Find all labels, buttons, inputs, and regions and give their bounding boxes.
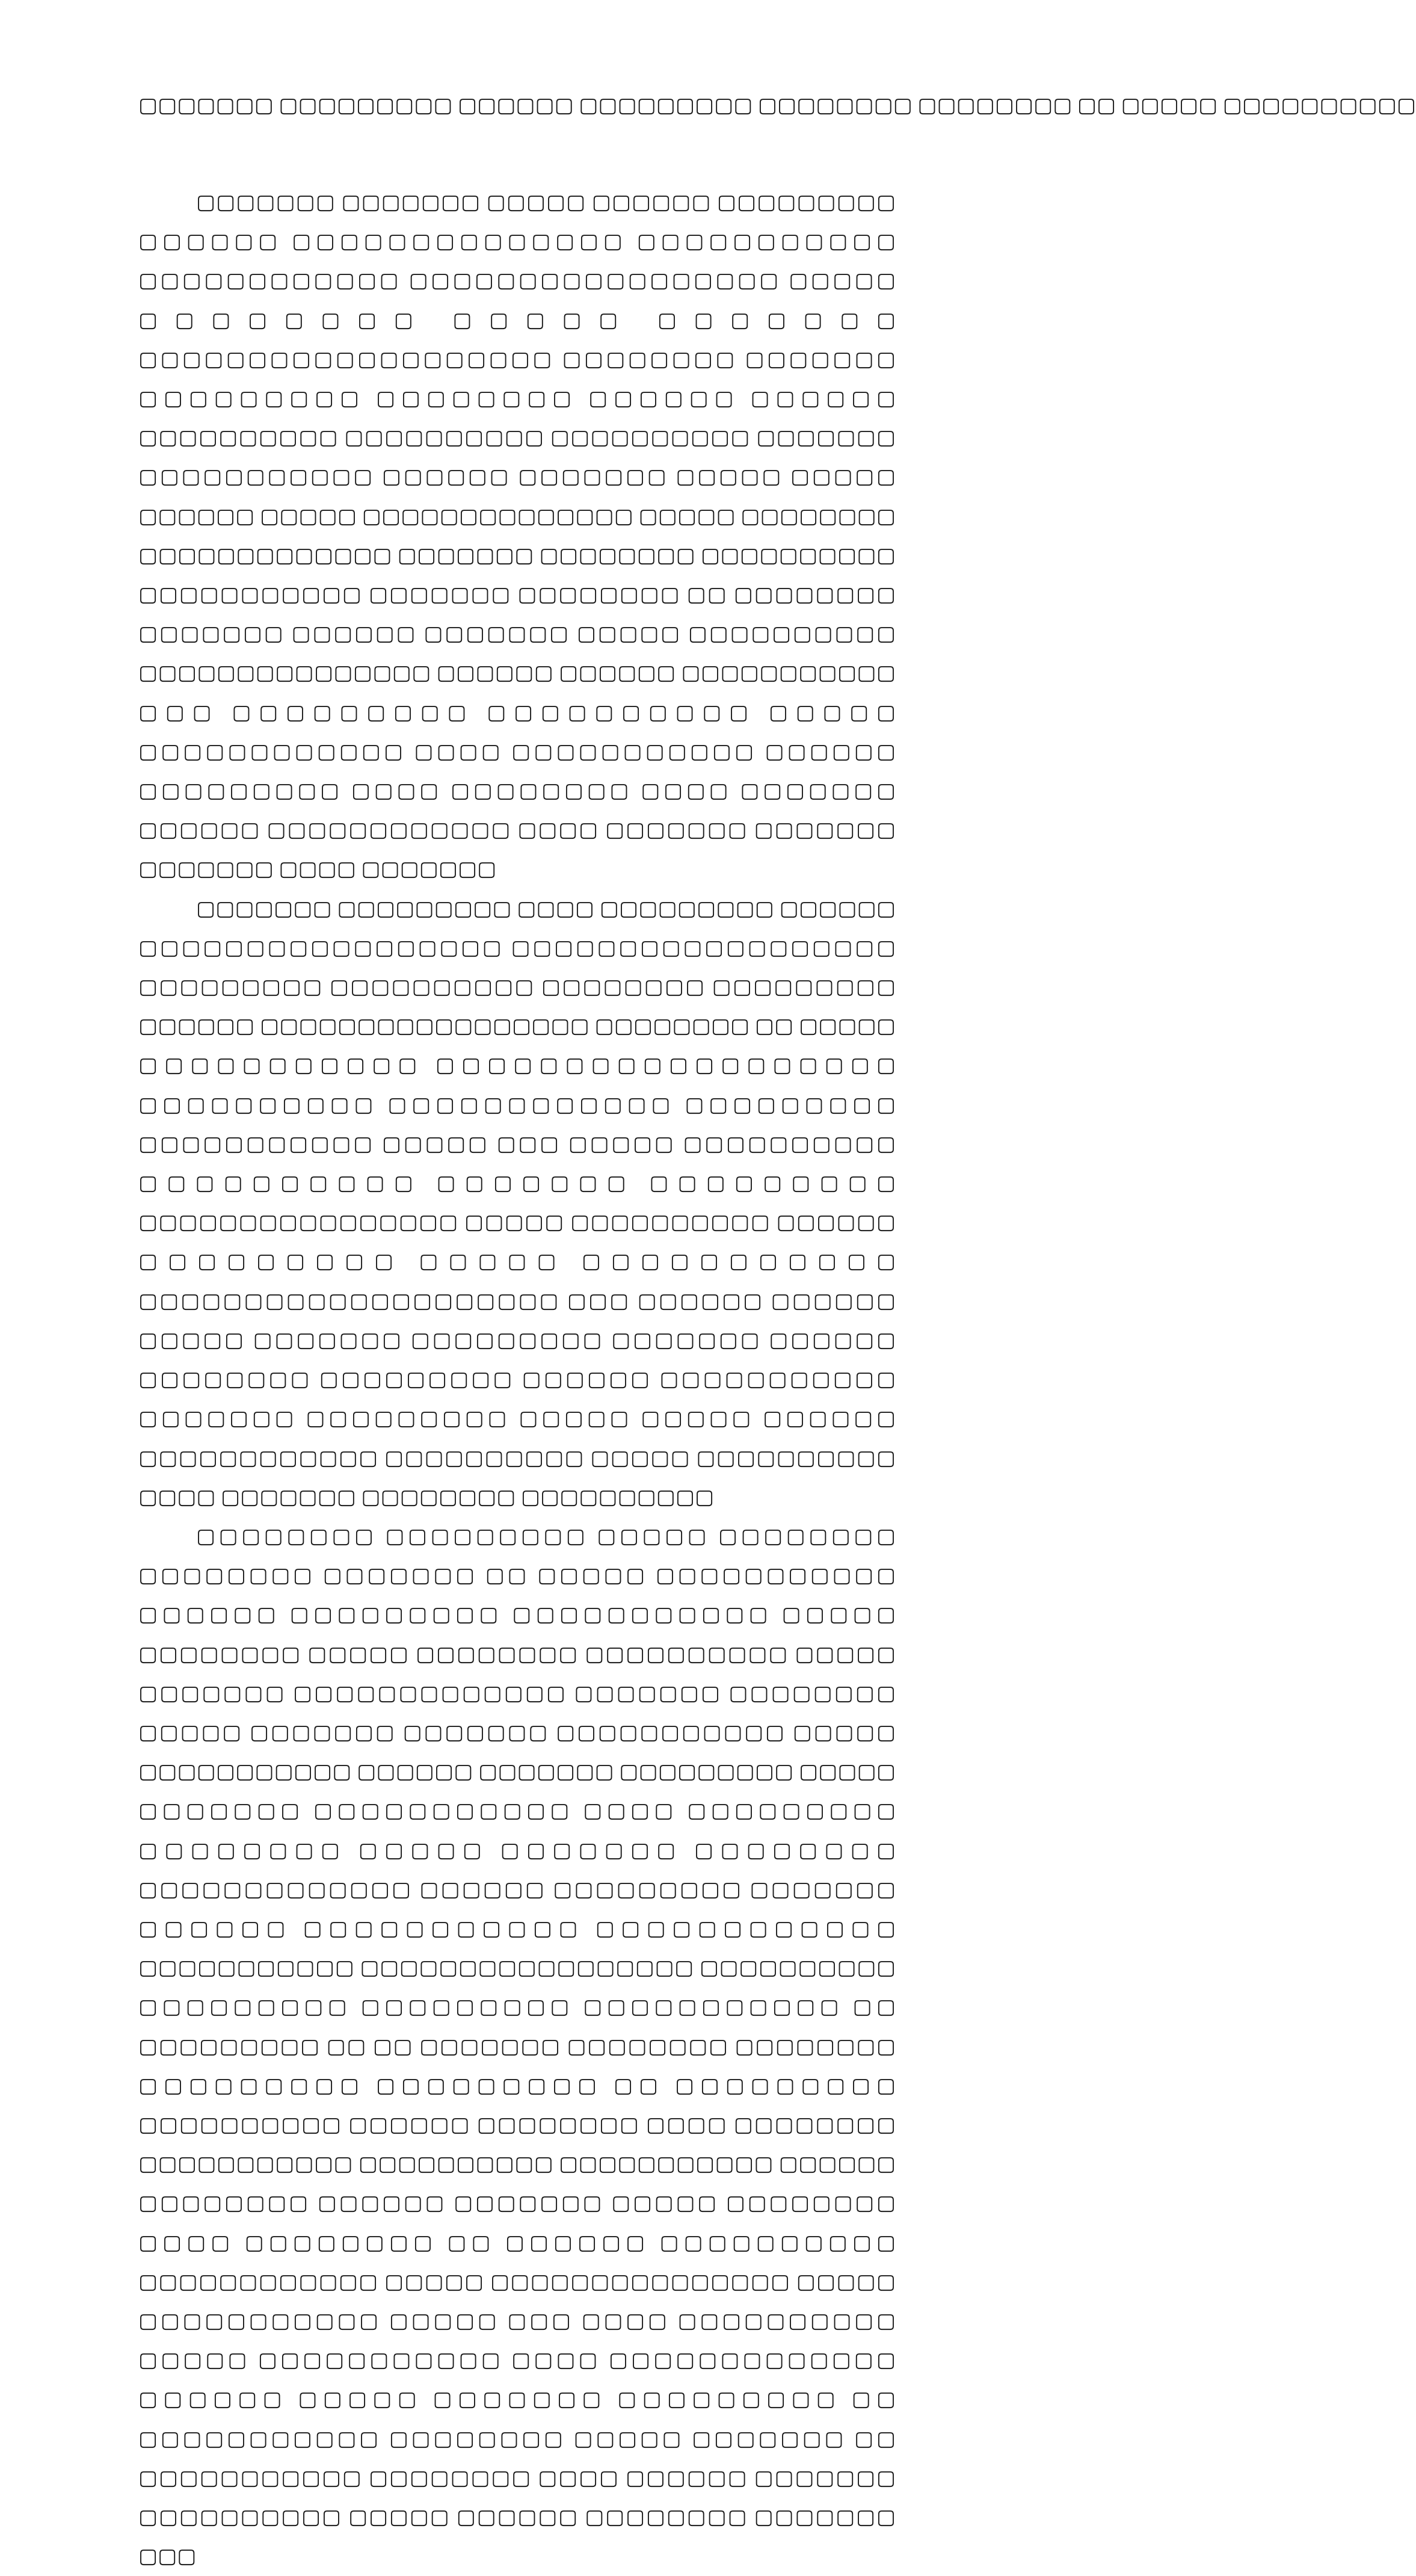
- document-body: [138, 183, 896, 2576]
- paragraph-intro: [138, 183, 896, 889]
- paragraph-3: [138, 1517, 896, 2576]
- document-title: ▢▢▢▢▢▢▢ ▢▢▢▢▢▢▢▢▢ ▢▢▢▢▢▢ ▢▢▢▢▢▢▢▢▢ ▢▢▢▢▢▢▢▢ ▢▢▢▢▢▢▢▢ ▢▢ ▢▢▢▢▢ ▢▢▢▢▢▢▢▢▢▢: [138, 94, 1416, 117]
- paragraph-3-text: ▢▢▢▢▢▢▢▢ ▢▢▢▢▢▢▢▢▢ ▢▢▢▢▢ ▢▢▢▢▢▢▢▢ ▢▢▢▢▢▢▢▢ ▢▢▢▢▢▢▢ ▢▢ ▢▢▢▢▢ ▢▢▢▢▢▢▢▢▢▢▢ ▢▢▢▢▢▢ ▢▢▢▢▢▢▢▢▢ ▢▢▢▢▢▢▢▢▢▢▢ ▢▢▢▢▢ ▢▢▢▢▢▢▢▢ ▢▢▢▢▢ ▢▢▢▢▢▢▢▢ ▢▢▢▢▢▢▢▢▢▢ ▢▢▢▢▢ ▢▢▢▢▢▢▢ ▢▢▢▢▢▢▢▢▢▢▢▢▢ ▢▢▢▢▢▢▢ ▢▢▢▢▢▢▢▢ ▢▢▢▢▢ ▢▢▢▢▢▢▢ ▢▢▢▢▢▢▢ ▢▢▢▢▢▢▢▢▢▢▢ ▢▢▢▢▢ ▢▢▢▢▢▢▢▢▢▢▢ ▢▢▢▢▢▢ ▢▢▢▢▢▢▢ ▢▢▢▢▢▢▢▢▢ ▢▢▢▢▢ ▢▢▢▢▢▢▢ ▢▢▢▢▢▢▢▢▢▢▢ ▢▢▢▢ ▢▢▢▢▢▢▢▢▢ ▢▢▢▢▢▢▢▢ ▢▢▢▢▢ ▢▢▢▢▢▢▢ ▢▢▢▢▢▢▢▢ ▢▢▢▢▢▢▢▢▢▢▢▢▢ ▢▢▢▢▢▢ ▢▢▢▢▢▢▢▢▢ ▢▢▢▢▢▢▢ ▢▢▢▢▢▢ ▢▢▢▢▢▢▢▢▢▢▢ ▢▢▢▢▢▢▢▢▢▢▢▢ ▢▢▢▢▢▢▢▢▢▢▢ ▢▢▢▢▢▢▢▢▢▢▢▢▢▢▢▢▢ ▢▢▢▢▢▢▢▢▢▢ ▢▢▢▢▢▢▢▢▢ ▢▢▢▢▢▢▢▢▢ ▢▢▢▢▢▢▢▢▢▢▢ ▢▢ ▢▢▢▢▢▢▢▢▢ ▢▢ ▢▢ ▢▢▢▢▢▢▢ ▢▢▢▢▢▢▢▢ ▢▢▢▢▢▢▢▢ ▢▢▢▢▢▢▢▢▢ ▢▢▢▢▢▢▢▢▢ ▢▢ ▢▢▢▢▢▢▢▢▢ ▢▢▢▢▢▢▢▢▢▢ ▢▢▢▢▢▢ ▢▢▢▢▢▢▢▢ ▢▢▢▢ ▢▢▢▢▢▢▢▢ ▢▢▢▢▢▢▢▢▢▢▢ ▢▢▢▢▢▢▢▢▢▢ ▢▢▢▢▢▢▢▢▢▢▢ ▢▢▢▢▢▢ ▢▢▢▢▢▢▢▢ ▢▢▢▢▢▢ ▢▢▢▢▢▢▢ ▢▢▢▢▢ ▢▢▢▢▢▢▢▢ ▢▢▢▢ ▢▢▢▢▢▢▢▢ ▢▢ ▢▢▢▢▢▢ ▢▢▢▢▢▢▢▢▢▢ ▢▢▢▢▢▢▢▢▢▢▢▢ ▢▢▢▢▢ ▢▢▢▢▢▢▢▢▢▢▢▢▢▢▢ ▢▢▢▢▢ ▢▢▢▢▢▢▢▢▢▢▢ ▢▢▢▢▢ ▢▢▢ ▢▢▢▢ ▢▢▢▢▢▢▢▢▢▢ ▢▢▢▢▢ ▢▢▢▢▢▢▢▢▢▢▢ ▢▢▢▢ ▢▢▢▢▢▢▢▢▢▢▢▢▢ ▢▢▢▢▢▢ ▢▢▢▢▢ ▢▢▢▢▢▢▢ ▢▢▢▢▢▢▢▢▢ ▢▢ ▢▢▢▢▢▢▢▢▢▢▢ ▢▢▢▢▢▢▢▢ ▢▢▢▢▢ ▢▢▢▢▢▢▢ ▢▢ ▢▢▢▢▢▢▢▢▢▢▢ ▢▢▢▢▢▢▢▢ ▢▢▢▢ ▢▢▢▢▢▢ ▢▢▢▢▢▢▢ ▢▢▢▢▢▢▢▢▢▢ ▢▢▢▢▢ ▢▢▢▢▢▢ ▢▢▢▢▢▢▢▢ ▢▢▢▢▢▢▢ ▢▢▢: [138, 1525, 896, 2568]
- document-content: [138, 89, 1416, 2576]
- intro-text: ▢▢▢▢▢▢▢ ▢▢▢▢▢ ▢▢▢▢▢▢ ▢▢▢▢▢▢▢▢▢ ▢▢▢▢▢▢ ▢▢▢▢▢▢▢▢▢▢▢▢▢▢ ▢▢▢▢▢▢▢▢▢▢▢ ▢▢▢▢▢▢▢▢▢▢▢▢ ▢▢▢▢▢▢▢▢▢▢▢▢▢▢▢▢▢ ▢▢▢▢▢ ▢▢▢▢▢▢▢▢ ▢▢▢▢▢ ▢▢▢▢▢▢▢ ▢▢▢▢▢▢▢▢▢▢▢▢▢▢▢▢▢▢▢ ▢▢▢▢▢▢▢▢ ▢▢▢▢▢▢▢ ▢▢▢▢▢▢▢▢▢ ▢▢▢▢▢▢▢▢ ▢▢▢▢▢▢ ▢▢▢▢▢▢ ▢▢▢▢▢▢▢▢▢▢ ▢▢▢▢▢▢▢▢▢▢ ▢▢▢▢▢▢▢▢▢▢ ▢▢▢▢▢▢▢ ▢▢▢▢▢▢▢▢▢▢▢ ▢▢▢▢▢▢ ▢▢▢▢▢▢▢ ▢▢▢▢▢ ▢▢▢▢▢ ▢▢▢▢▢▢ ▢▢▢▢▢ ▢▢▢▢▢▢▢▢▢▢▢▢▢▢ ▢▢▢▢▢ ▢▢▢▢▢▢▢▢ ▢▢▢▢▢▢▢▢▢▢▢▢▢ ▢▢▢▢▢▢▢ ▢▢▢▢▢▢▢▢ ▢▢▢▢▢▢▢▢▢▢ ▢▢▢▢▢▢▢▢▢▢▢ ▢▢▢▢▢▢▢ ▢▢▢▢▢▢▢▢ ▢▢ ▢▢▢▢▢▢▢▢ ▢▢▢▢▢▢▢ ▢▢▢▢▢▢ ▢▢▢▢▢▢▢ ▢▢▢▢▢ ▢▢▢▢▢▢▢▢▢▢ ▢▢▢▢▢▢▢▢▢▢▢▢▢▢▢ ▢▢▢▢▢▢ ▢▢▢▢▢▢ ▢▢▢▢▢▢▢▢▢▢▢ ▢▢▢ ▢▢▢▢▢▢▢▢▢ ▢▢▢▢▢▢▢▢▢▢ ▢▢▢▢▢ ▢▢▢▢▢▢▢▢▢▢▢▢ ▢▢▢▢ ▢▢▢▢▢▢▢▢▢▢▢ ▢▢▢▢▢▢ ▢▢▢▢▢▢▢▢▢ ▢▢▢▢ ▢▢▢▢▢▢▢▢ ▢▢▢▢ ▢▢▢▢▢▢▢ ▢▢▢▢▢▢ ▢▢▢▢▢▢▢▢▢▢▢▢ ▢▢▢▢ ▢▢▢▢▢▢▢ ▢▢▢▢▢▢▢ ▢▢▢▢▢▢▢ ▢▢▢▢ ▢▢▢▢▢▢▢: [138, 191, 896, 881]
- paragraph-2: [138, 889, 896, 1517]
- paragraph-2-text: ▢▢▢▢▢▢▢ ▢▢▢▢▢▢▢▢▢ ▢▢▢▢ ▢▢▢▢▢▢▢▢▢ ▢▢▢▢▢▢ ▢▢▢▢▢▢▢▢▢▢▢▢▢▢▢▢▢ ▢▢▢▢▢▢▢▢▢▢▢▢▢▢▢▢▢▢ ▢▢▢▢▢▢▢▢▢ ▢▢▢▢▢▢▢▢▢▢ ▢▢▢▢▢▢▢▢ ▢▢▢▢▢▢▢▢▢ ▢▢▢▢▢▢ ▢▢▢▢▢▢▢▢▢▢▢▢▢▢▢▢▢ ▢▢▢▢▢▢▢▢ ▢▢ ▢▢▢▢▢ ▢▢▢▢▢▢▢▢▢▢▢ ▢▢▢▢▢▢▢▢▢▢▢▢▢▢▢▢▢▢ ▢▢▢▢▢▢▢▢▢▢ ▢▢▢▢▢▢▢▢▢▢▢▢ ▢▢▢▢▢▢▢▢▢ ▢▢▢▢▢▢▢▢▢▢▢ ▢▢▢▢▢ ▢▢▢ ▢▢▢▢▢ ▢▢▢▢▢▢▢▢▢▢ ▢▢▢▢▢▢▢▢▢▢ ▢▢▢▢▢▢▢ ▢▢▢▢▢▢▢▢▢ ▢▢▢▢▢▢▢▢▢▢▢▢▢▢▢▢ ▢▢▢▢▢ ▢▢▢▢▢▢▢▢▢▢ ▢▢▢▢▢▢ ▢▢▢▢▢▢▢▢▢ ▢▢▢▢▢ ▢▢▢▢▢▢▢▢▢▢▢ ▢▢▢▢▢▢▢▢▢▢▢▢▢▢▢▢▢▢▢▢ ▢▢▢ ▢▢▢▢▢▢ ▢▢▢▢▢▢ ▢▢▢▢▢ ▢▢▢▢▢▢▢ ▢▢▢▢▢▢▢▢▢ ▢▢▢▢▢▢▢ ▢▢▢▢▢▢ ▢▢▢▢▢▢▢▢ ▢▢▢▢▢▢▢▢▢ ▢▢▢▢▢▢ ▢▢▢▢▢▢▢▢▢▢▢ ▢▢▢▢▢▢▢ ▢▢▢▢▢▢▢▢▢ ▢▢▢▢▢ ▢▢▢▢▢ ▢▢▢▢▢▢ ▢▢▢▢▢▢▢▢▢▢▢▢ ▢▢▢▢▢▢▢▢▢▢ ▢▢▢▢▢ ▢▢▢▢▢▢▢▢▢▢ ▢▢▢▢ ▢▢▢▢▢▢▢ ▢▢▢▢▢▢▢▢ ▢▢▢▢▢▢▢▢▢▢: [138, 897, 896, 1509]
- intro-lead-label: ▢▢▢▢▢▢▢: [196, 191, 336, 214]
